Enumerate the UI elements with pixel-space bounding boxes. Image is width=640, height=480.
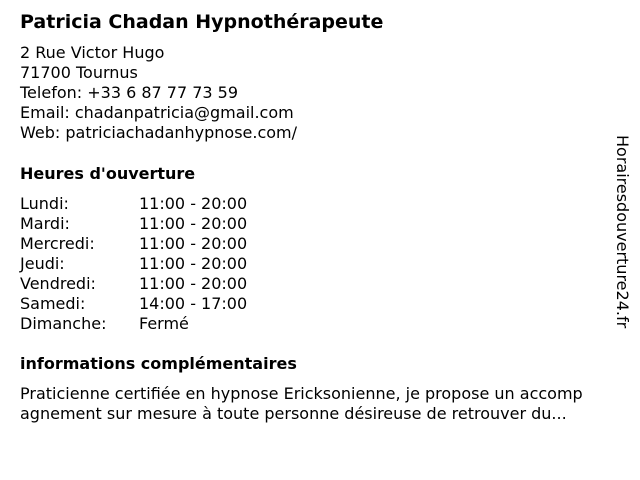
additional-info-heading: informations complémentaires	[20, 354, 297, 373]
time-range: 11:00 - 20:00	[139, 234, 248, 253]
time-range: 11:00 - 20:00	[139, 194, 248, 213]
hours-row	[20, 274, 289, 294]
time-range: 11:00 - 20:00	[139, 274, 248, 293]
day-label: Samedi:	[20, 294, 86, 313]
business-name: Patricia Chadan Hypnothérapeute	[20, 11, 384, 33]
hours-row	[20, 214, 289, 234]
day-label: Dimanche:	[20, 314, 107, 333]
description-line: Praticienne certifiée en hypnose Ericksonienne, je propose un accomp	[20, 384, 583, 403]
day-label: Vendredi:	[20, 274, 96, 293]
hours-row	[20, 234, 289, 254]
phone-number: Telefon: +33 6 87 77 73 59	[20, 83, 239, 102]
hours-row	[20, 294, 289, 314]
time-range: Fermé	[139, 314, 189, 333]
website: Web: patriciachadanhypnose.com/	[20, 123, 298, 142]
day-label: Mardi:	[20, 214, 70, 233]
day-label: Jeudi:	[20, 254, 65, 273]
time-range: 11:00 - 20:00	[139, 254, 248, 273]
hours-row	[20, 194, 289, 214]
hours-row	[20, 254, 289, 274]
hours-row	[20, 314, 289, 334]
street-address: 2 Rue Victor Hugo	[20, 43, 165, 62]
email-address: Email: chadanpatricia@gmail.com	[20, 103, 294, 122]
time-range: 11:00 - 20:00	[139, 214, 248, 233]
site-watermark: Horairesdouverture24.fr	[613, 135, 632, 329]
city-postcode: 71700 Tournus	[20, 63, 138, 82]
opening-hours-heading: Heures d'ouverture	[20, 164, 196, 183]
time-range: 14:00 - 17:00	[139, 294, 248, 313]
contact-block	[20, 43, 297, 143]
day-label: Lundi:	[20, 194, 69, 213]
opening-hours-table	[20, 194, 289, 334]
description-line: agnement sur mesure à toute personne désireuse de retrouver du...	[20, 404, 567, 423]
day-label: Mercredi:	[20, 234, 95, 253]
